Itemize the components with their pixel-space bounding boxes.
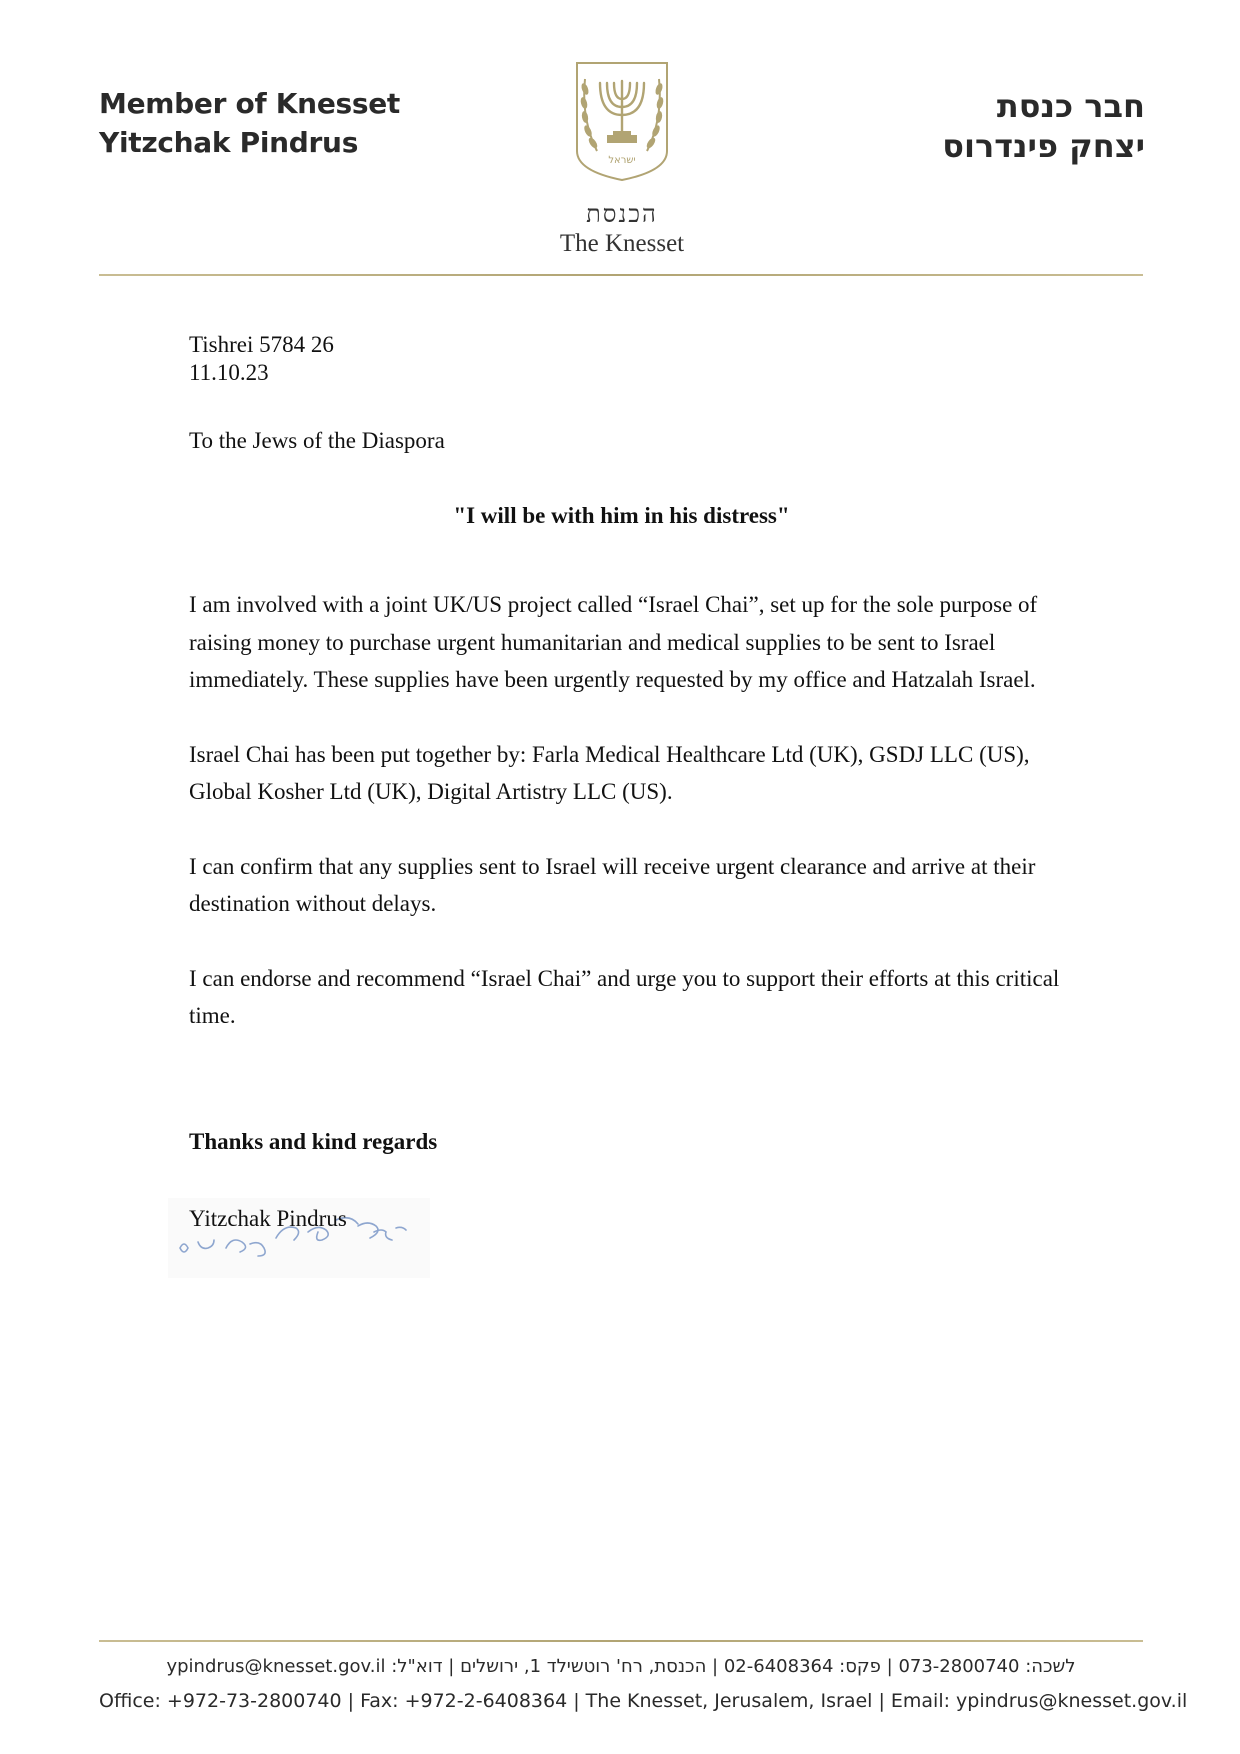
paragraph-partners: Israel Chai has been put together by: Farla Medical Healthcare Ltd (UK), GSDJ LLC (US), Global Kosher Ltd (UK), Digital Artistry LLC (US). [189,741,1030,804]
footer-contact-en: Office: +972-73-2800740 | Fax: +972-2-6408364 | The Knesset, Jerusalem, Israel | Email: ypindrus@knesset.gov.il [99,1690,1188,1712]
knesset-name-en: The Knesset [559,230,685,257]
letter-body [189,586,1069,1035]
member-name-en: Yitzchak Pindrus [99,126,359,159]
member-header-he [942,86,1145,166]
knesset-name-he: הכנסת [586,200,658,228]
signatory-name: Yitzchak Pindrus [189,1206,347,1231]
paragraph-clearance: I can confirm that any supplies sent to Israel will receive urgent clearance and arrive at their destination without delays. [189,853,1036,916]
member-name-he: יצחק פינדרוס [942,127,1145,165]
member-header-en [99,84,400,162]
header-divider [99,274,1143,276]
salutation: To the Jews of the Diaspora [189,428,445,453]
paragraph-project: I am involved with a joint UK/US project called “Israel Chai”, set up for the sole purpose of raising money to purchase urgent humanitarian and medical supplies to be sent to Israel immediately. These supplies have been urgently requested by my office and Hatzalah Israel. [189,592,1038,692]
date-hebrew: Tishrei 5784 26 [189,332,334,357]
member-title-he: חבר כנסת [996,87,1145,125]
letter-date [189,331,1069,387]
member-title-en: Member of Knesset [99,87,401,120]
footer-contact-he: לשכה: 073-2800740 | פקס: 02-6408364 | הכנסת, רח' רוטשילד 1, ירושלים | דוא"ל: ypindrus@knesset.gov.il [166,1656,1076,1677]
date-numeric: 11.10.23 [189,360,269,385]
letter-subject: "I will be with him in his distress" [453,503,790,528]
footer-divider [99,1640,1143,1642]
closing: Thanks and kind regards [189,1129,438,1154]
paragraph-endorsement: I can endorse and recommend “Israel Chai” and urge you to support their efforts at this critical time. [189,965,1060,1028]
knesset-emblem-icon [573,59,671,183]
emblem-text: ישראל [608,155,636,166]
